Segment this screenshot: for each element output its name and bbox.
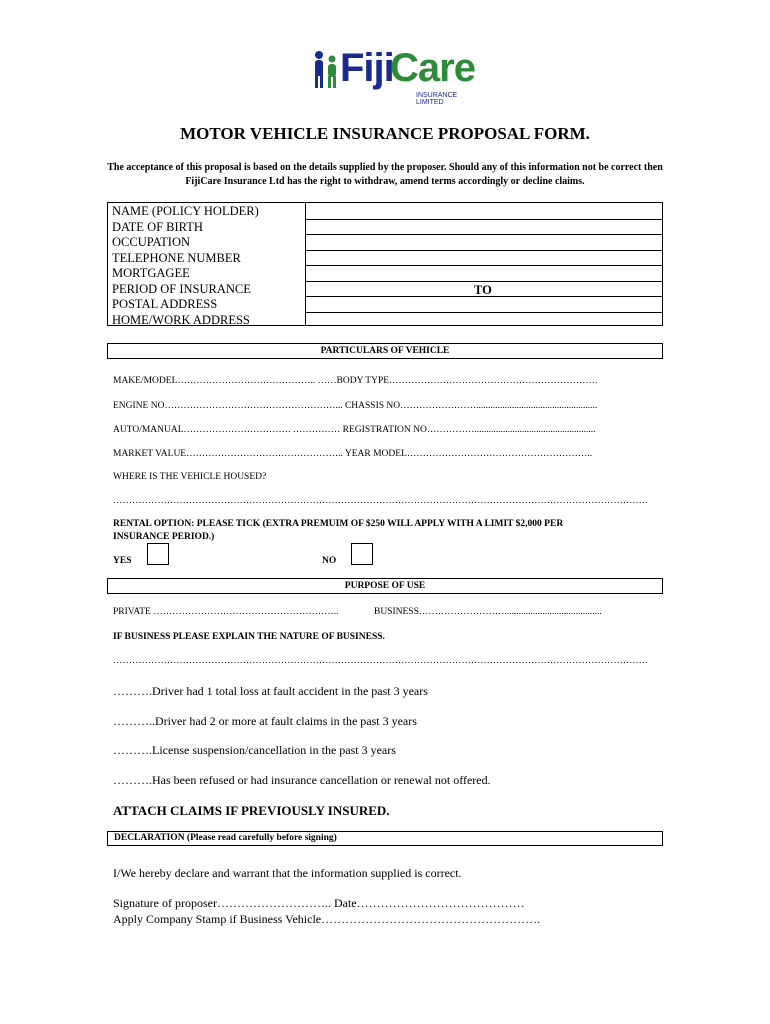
private-use-line: PRIVATE ………………………………………………….. [113,607,339,617]
history-license-suspension: ……….License suspension/cancellation in the past 3 years [113,743,396,757]
period-to-label: TO [474,283,492,297]
row-divider [306,312,662,313]
label-occupation: OCCUPATION [112,235,191,249]
rental-no-label: NO [322,556,337,566]
label-postal-address: POSTAL ADDRESS [112,297,218,311]
declaration-statement: I/We hereby declare and warrant that the information supplied is correct. [113,866,462,880]
form-title: MOTOR VEHICLE INSURANCE PROPOSAL FORM. [180,124,590,143]
label-home-work-address: HOME/WORK ADDRESS [112,312,250,327]
business-use-line: BUSINESS………………………......................................... [374,607,602,617]
history-total-loss: ……….Driver had 1 total loss at fault accident in the past 3 years [113,684,428,698]
auto-manual-registration-line: AUTO/MANUAL……………………………. …………… REGISTRATION NO……………................................................... [113,425,596,435]
history-refused-insurance: ……….Has been refused or had insurance cancellation or renewal not offered. [113,773,491,787]
make-model-body-type-line: MAKE/MODEL…………………………………….. ……BODY TYPE………………………………………………………… [113,376,599,386]
company-logo [312,44,475,106]
row-divider [306,281,662,282]
purpose-section-heading: PURPOSE OF USE [107,578,663,594]
row-divider [306,219,662,220]
label-date-of-birth: DATE OF BIRTH [112,219,203,234]
engine-chassis-line: ENGINE NO………………………………………………... CHASSIS NO……………………................................................... [113,401,598,411]
label-telephone-number: TELEPHONE NUMBER [112,250,241,265]
logo-text-care: Care [390,46,475,90]
business-explain-label: IF BUSINESS PLEASE EXPLAIN THE NATURE OF BUSINESS. [113,632,385,642]
label-mortgagee: MORTGAGEE [112,266,190,280]
rental-yes-checkbox[interactable] [147,543,169,565]
row-divider [306,234,662,235]
history-fault-claims: ………..Driver had 2 or more at fault claims in the past 3 years [113,714,417,728]
row-divider [306,250,662,251]
family-icon [312,50,340,90]
label-name-policy-holder: NAME (POLICY HOLDER) [112,204,259,218]
vehicle-section-heading: PARTICULARS OF VEHICLE [107,343,663,359]
market-value-year-model-line: MARKET VALUE………………………………………….. YEAR MODEL………………………………………………….. [113,449,593,459]
business-explain-line: ……………………………………………………………………………………………………………………………………………………. [113,656,648,666]
vehicle-housed-line: ……………………………………………………………………………………………………………………………………………………. [113,496,648,506]
rental-no-checkbox[interactable] [351,543,373,565]
declaration-heading: DECLARATION (Please read carefully before signing) [107,831,663,846]
rental-yes-label: YES [113,556,132,566]
logo-text-fiji: Fiji [340,46,394,90]
signature-date-line: Signature of proposer……………………….. Date…………………………………… [113,896,525,910]
label-period-of-insurance: PERIOD OF INSURANCE [112,281,251,296]
acceptance-notice: The acceptance of this proposal is based on the details supplied by the proposer. Should any of this information not be correct then FijiCare Insurance Ltd has the right to withdraw, amend terms accordingly or decline claims. [107,162,663,187]
vehicle-housed-question: WHERE IS THE VEHICLE HOUSED? [113,472,267,482]
row-divider [306,265,662,266]
attach-claims-note: ATTACH CLAIMS IF PREVIOUSLY INSURED. [113,803,390,818]
company-stamp-line: Apply Company Stamp if Business Vehicle………………………………………………. [113,912,541,926]
policy-holder-table [107,202,663,326]
logo-tagline: INSURANCE LIMITED [416,92,458,106]
rental-option-text: RENTAL OPTION: PLEASE TICK (EXTRA PREMUIM OF $250 WILL APPLY WITH A LIMIT $2,000 PER INSURANCE PERIOD.) [113,519,564,542]
